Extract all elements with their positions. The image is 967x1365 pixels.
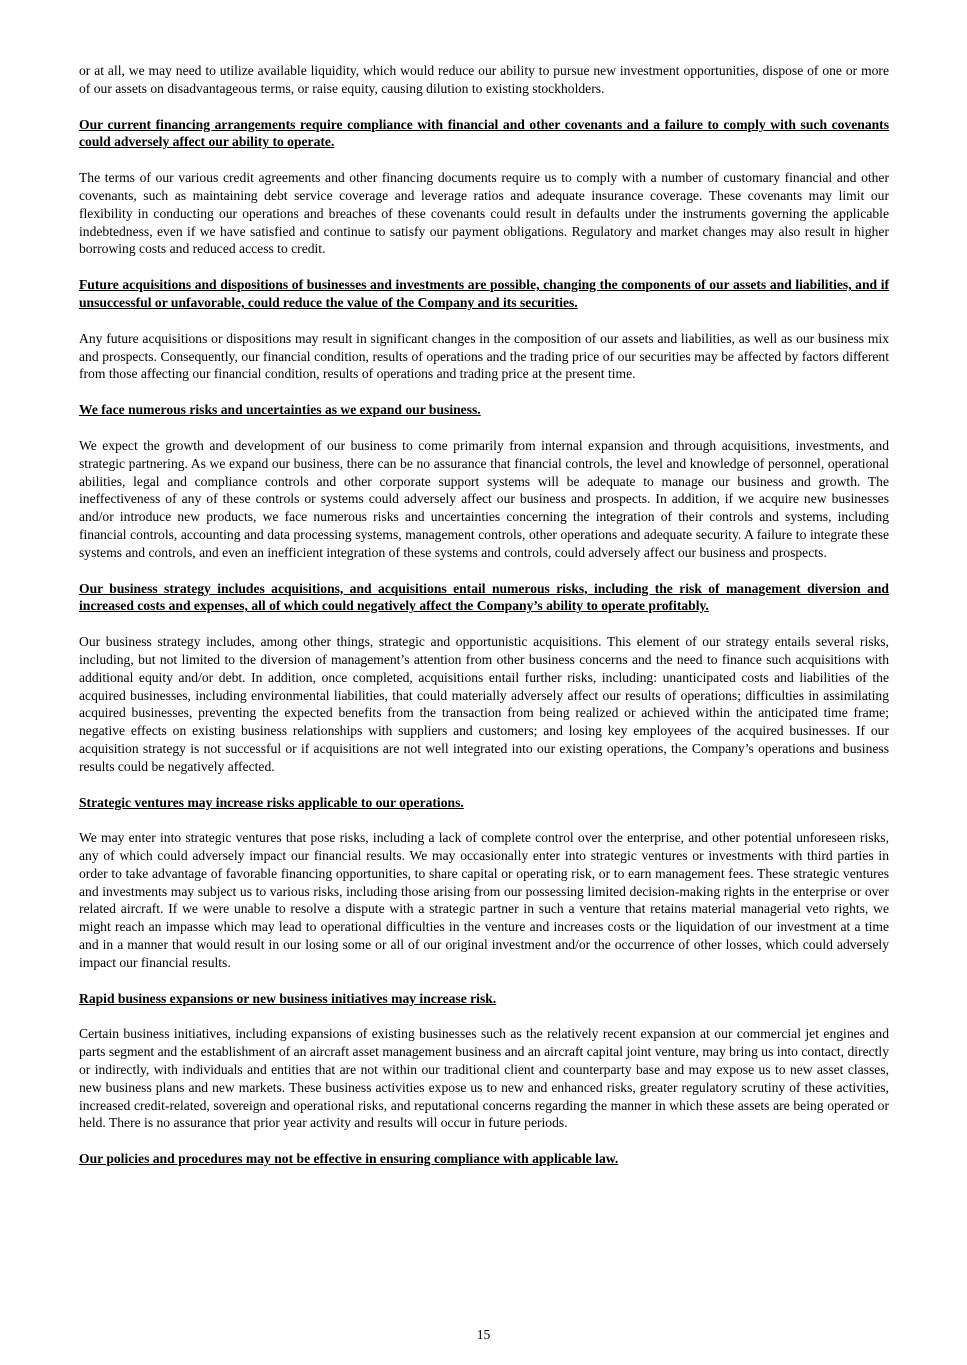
paragraph-financing-covenants: The terms of our various credit agreements and other financing documents require us to comply with a number of customary financial and other covenants, such as maintaining debt service coverage and leverage ratios and adequate insurance coverage. These covenants may limit our flexibility in conducting our operations and breaches of these covenants could result in defaults under the instruments governing the applicable indebtedness, even if we have satisfied and continue to satisfy our payment obligations. Regulatory and market changes may also result in higher borrowing costs and reduced access to credit. [79, 170, 889, 257]
paragraph-expansion-risks: We expect the growth and development of our business to come primarily from internal expansion and through acquisitions, investments, and strategic partnering. As we expand our business, there can be no assurance that financial controls, the level and knowledge of personnel, operational abilities, legal and compliance controls and other corporate support systems will be adequate to manage our business and growth. The ineffectiveness of any of these controls or systems could adversely affect our business and prospects. In addition, if we acquire new businesses and/or introduce new products, we face numerous risks and uncertainties concerning the integration of their controls and systems, including financial controls, accounting and data processing systems, management controls, other operations and adequate security. A failure to integrate these systems and controls, and even an inefficient integration of these systems and controls, could adversely affect our business and prospects. [79, 437, 889, 560]
heading-acquisition-strategy: Our business strategy includes acquisitions, and acquisitions entail numerous risks, including the risk of management diversion and increased costs and expenses, all of which could negatively affect the Company’s ability to operate profitably. [79, 580, 889, 614]
heading-acquisitions-dispositions: Future acquisitions and dispositions of businesses and investments are possible, changing the components of our assets and liabilities, and if unsuccessful or unfavorable, could reduce the value of the Company and its securities. [79, 277, 889, 310]
heading-policies-procedures: Our policies and procedures may not be effective in ensuring compliance with applicable law. [79, 1151, 619, 1167]
paragraph-acquisitions-dispositions: Any future acquisitions or dispositions may result in significant changes in the composition of our assets and liabilities, as well as our business mix and prospects. Consequently, our financial condition, results of operations and the trading price of our securities may be affected by factors different from those affecting our financial condition, results of operations and trading price at the present time. [79, 330, 889, 382]
paragraph-strategic-ventures: We may enter into strategic ventures that pose risks, including a lack of complete control over the enterprise, and other potential unforeseen risks, any of which could adversely impact our financial results. We may occasionally enter into strategic ventures or investments with third parties in order to take advantage of favorable financing opportunities, to share capital or operating risk, or to earn management fees. These strategic ventures and investments may subject us to various risks, including those arising from our possessing limited decision-making rights in the enterprise or over related aircraft. If we were unable to resolve a dispute with a strategic partner in such a venture that retains material managerial veto rights, we might reach an impasse which may lead to operational difficulties in the venture and increases costs or the liquidation of our investment at a time and in a manner that would result in our losing some or all of our original investment and/or the occurrence of other losses, which could adversely impact our financial results. [79, 830, 889, 970]
paragraph-rapid-expansions: Certain business initiatives, including expansions of existing businesses such as the relatively recent expansion at our commercial jet engines and parts segment and the establishment of an aircraft asset management business and an aircraft capital joint venture, may bring us into contact, directly or indirectly, with individuals and entities that are not within our traditional client and counterparty base and may expose us to new asset classes, new business plans and new markets. These business activities expose us to new and enhanced risks, greater regulatory scrutiny of these activities, increased credit-related, sovereign and operational risks, and reputational concerns regarding the manner in which these assets are being operated or held. There is no assurance that prior year activity and results will occur in future periods. [79, 1026, 889, 1131]
heading-strategic-ventures: Strategic ventures may increase risks applicable to our operations. [79, 794, 464, 810]
document-page [79, 62, 889, 1186]
heading-financing-covenants: Our current financing arrangements require compliance with financial and other covenants and a failure to comply with such covenants could adversely affect our ability to operate. [79, 116, 889, 150]
paragraph-liquidity-continuation: or at all, we may need to utilize available liquidity, which would reduce our ability to pursue new investment opportunities, dispose of one or more of our assets on disadvantageous terms, or raise equity, causing dilution to existing stockholders. [79, 63, 889, 96]
page-number: 15 [476, 1327, 491, 1342]
paragraph-acquisition-strategy: Our business strategy includes, among other things, strategic and opportunistic acquisitions. This element of our strategy entails several risks, including, but not limited to the diversion of management’s attention from other business concerns and the need to finance such acquisitions with additional equity and/or debt. In addition, once completed, acquisitions entail further risks, including: unanticipated costs and liabilities of the acquired businesses, including environmental liabilities, that could materially adversely affect our results of operations; difficulties in assimilating acquired businesses, preventing the expected benefits from the transaction from being realized or achieved within the anticipated time frame; negative effects on existing business relationships with suppliers and customers; and losing key employees of the acquired businesses. If our acquisition strategy is not successful or if acquisitions are not well integrated into our existing operations, the Company’s operations and business results could be negatively affected. [79, 634, 889, 774]
heading-expansion-risks: We face numerous risks and uncertainties as we expand our business. [79, 402, 481, 418]
heading-rapid-expansions: Rapid business expansions or new business initiatives may increase risk. [79, 990, 497, 1006]
